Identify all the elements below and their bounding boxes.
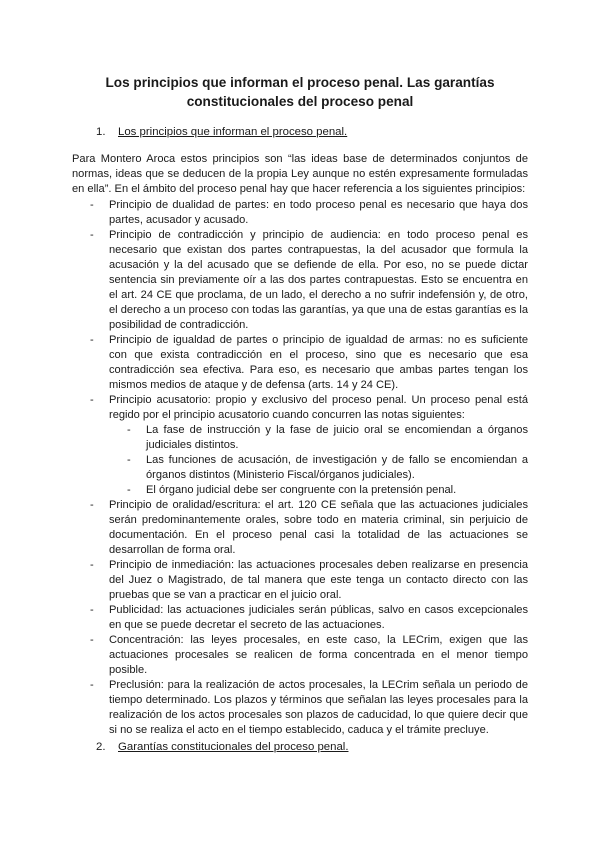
list-item	[72, 393, 528, 498]
principle-preclusion: Preclusión: para la realización de actos procesales, la LECrim señala un periodo de tiempo determinado. Los plazos y términos que señalan las leyes procesales para la realización de los actos procesales son plazos de caducidad, lo que quiere decir que si no se realiza el acto en el tiempo establecido, caduca y el trámite precluye.	[109, 679, 528, 736]
dash-bullet: -	[90, 499, 94, 511]
principle-publicidad: Publicidad: las actuaciones judiciales serán públicas, salvo en casos excepcionales en que se puede decretar el secreto de las actuaciones.	[109, 604, 528, 631]
dash-bullet: -	[90, 679, 94, 691]
principles-list	[72, 198, 528, 738]
principle-inmediacion: Principio de inmediación: las actuaciones procesales deben realizarse en presencia del Juez o Magistrado, de tal manera que este tenga un contacto directo con las pruebas que se van a practicar en el juicio oral.	[109, 559, 528, 601]
acusatorio-note-3: El órgano judicial debe ser congruente con la pretensión penal.	[146, 484, 457, 496]
list-item	[72, 198, 528, 228]
list-item	[72, 603, 528, 633]
section-2-label: Garantías constitucionales del proceso penal.	[118, 741, 349, 753]
principle-acusatorio: Principio acusatorio: propio y exclusivo del proceso penal. Un proceso penal está regido por el principio acusatorio cuando concurren las notas siguientes:	[109, 394, 528, 421]
dash-bullet: -	[90, 394, 94, 406]
dash-bullet: -	[90, 604, 94, 616]
principle-oralidad: Principio de oralidad/escritura: el art. 120 CE señala que las actuaciones judiciales serán predominantemente orales, sobre todo en materia criminal, sin perjuicio de documentación. En el proceso penal casi la totalidad de las actuaciones se desarrollan de forma oral.	[109, 499, 528, 556]
acusatorio-note-2: Las funciones de acusación, de investigación y de fallo se encomiendan a órganos distintos (Ministerio Fiscal/órganos judiciales).	[146, 454, 528, 481]
dash-bullet: -	[127, 454, 131, 466]
title-line-2: constitucionales del proceso penal	[186, 94, 414, 109]
list-item	[72, 228, 528, 333]
dash-bullet: -	[127, 484, 131, 496]
dash-bullet: -	[127, 424, 131, 436]
principle-concentracion: Concentración: las leyes procesales, en este caso, la LECrim, exigen que las actuaciones procesales se realicen de forma concentrada en el menor tiempo posible.	[109, 634, 528, 676]
title-line-1: Los principios que informan el proceso penal. Las garantías	[105, 75, 495, 90]
principle-contradiccion: Principio de contradicción y principio de audiencia: en todo proceso penal es necesario que existan dos partes contrapuestas, la del acusador que formula la acusación y la del acusado que se defiende de ella. Por eso, no se puede dictar sentencia sin previamente oír a las dos partes contrapuestas. Esto se encuentra en el art. 24 CE que proclama, de un lado, el derecho a no sufrir indefensión y, de otro, el derecho a un proceso con todas las garantías, ya que una de estas garantías es la posibilidad de contradicción.	[109, 229, 528, 331]
acusatorio-sublist	[109, 423, 528, 498]
section-1-label: Los principios que informan el proceso penal.	[118, 126, 348, 138]
dash-bullet: -	[90, 199, 94, 211]
principle-dualidad: Principio de dualidad de partes: en todo proceso penal es necesario que haya dos partes, acusador y acusado.	[109, 199, 528, 226]
section-2-heading	[96, 740, 349, 754]
list-item	[72, 633, 528, 678]
dash-bullet: -	[90, 559, 94, 571]
intro-paragraph: Para Montero Aroca estos principios son “las ideas base de determinados conjuntos de normas, ideas que se deducen de la propia Ley aunque no estén expresamente formuladas en ella”. En el ámbito del proceso penal hay que hacer referencia a los siguientes principios:	[72, 153, 528, 195]
sub-list-item	[109, 483, 528, 498]
sub-list-item	[109, 423, 528, 453]
acusatorio-note-1: La fase de instrucción y la fase de juicio oral se encomiendan a órganos judiciales distintos.	[146, 424, 528, 451]
dash-bullet: -	[90, 229, 94, 241]
section-1-heading	[96, 125, 348, 139]
section-2-number: 2.	[96, 741, 106, 753]
page-title	[70, 73, 530, 111]
list-item	[72, 678, 528, 738]
list-item	[72, 498, 528, 558]
section-1-number: 1.	[96, 126, 106, 138]
dash-bullet: -	[90, 334, 94, 346]
sub-list-item	[109, 453, 528, 483]
list-item	[72, 333, 528, 393]
dash-bullet: -	[90, 634, 94, 646]
principle-igualdad: Principio de igualdad de partes o principio de igualdad de armas: no es suficiente con que exista contradicción en el proceso, sino que es necesario que esa contradicción sea efectiva. Para eso, es necesario que ambas partes tengan los mismos medios de ataque y de defensa (arts. 14 y 24 CE).	[109, 334, 528, 391]
list-item	[72, 558, 528, 603]
